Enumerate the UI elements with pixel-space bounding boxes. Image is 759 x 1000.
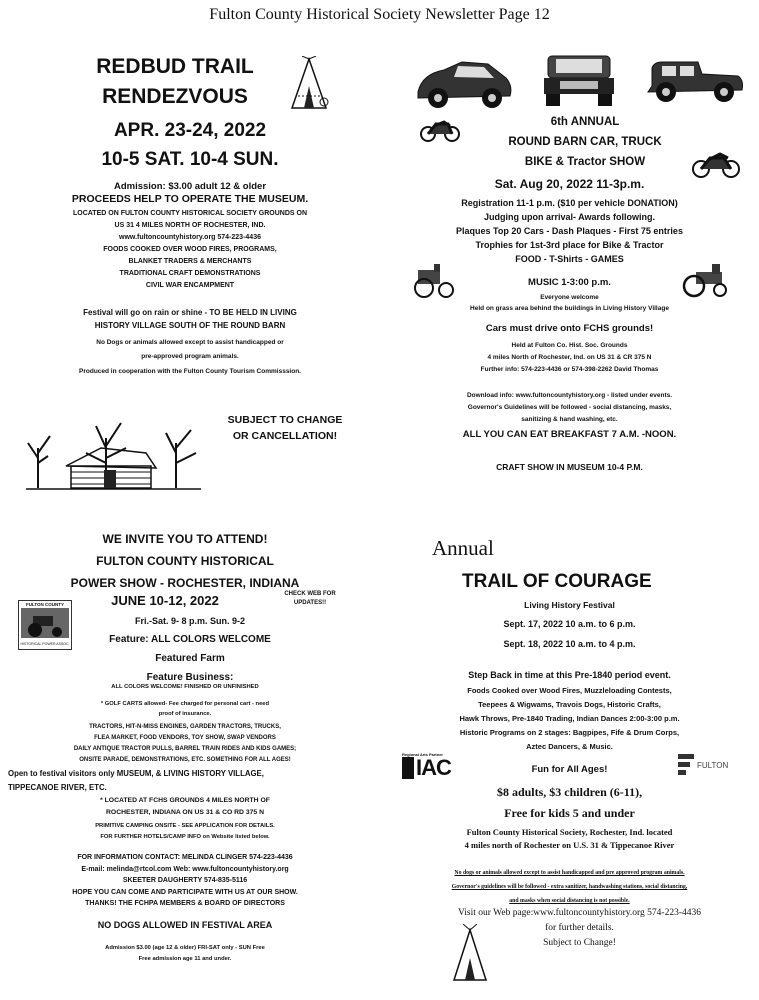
redbud-title-1: REDBUD TRAIL <box>96 55 254 78</box>
power-title-1: FULTON COUNTY HISTORICAL <box>96 554 274 568</box>
courage-date-1: Sept. 17, 2022 10 a.m. to 6 p.m. <box>503 619 636 629</box>
power-dates: JUNE 10-12, 2022 <box>111 593 219 608</box>
power-nodogs: NO DOGS ALLOWED IN FESTIVAL AREA <box>97 920 273 930</box>
courage-guidelines: Governor's guidelines will be followed - extra sanitizer, handwashing stations, social distancing, <box>451 884 688 890</box>
power-admission-1: Admission $3.00 (age 12 & older) FRI-SAT only - SUN Free <box>105 945 265 951</box>
courage-nodogs: No dogs or animals allowed except to assist handicapped and pre approved program animals. <box>454 870 685 876</box>
courage-details: for further details. <box>545 923 614 933</box>
redbud-dogs-1: No Dogs or animals allowed except to assist handicapped or <box>96 339 284 346</box>
power-logo-text: FULTON COUNTY <box>25 602 65 607</box>
classic-car-icon <box>414 52 514 114</box>
power-hope: HOPE YOU CAN COME AND PARTICIPATE WITH US AT OUR SHOW. <box>72 888 298 896</box>
carshow-craft-show: CRAFT SHOW IN MUSEUM 10-4 P.M. <box>496 462 643 472</box>
redbud-subject-1: SUBJECT TO CHANGE <box>227 414 343 426</box>
courage-masks: and masks when social distancing is not possible. <box>509 898 630 904</box>
redbud-hours: 10-5 SAT. 10-4 SUN. <box>101 149 279 170</box>
fulton-logo <box>678 754 728 776</box>
redbud-title-2: RENDEZVOUS <box>102 85 248 108</box>
iac-sup: Regional Arts Partner <box>402 752 443 757</box>
power-daily: DAILY ANTIQUE TRACTOR PULLS, BARREL TRAIN RIDES AND KIDS GAMES; <box>73 746 297 752</box>
power-business: Feature Business: <box>146 672 234 683</box>
powershow-section <box>0 520 380 1000</box>
power-tractors: TRACTORS, HIT-N-MISS ENGINES, GARDEN TRACTORS, TRUCKS, <box>89 724 281 730</box>
redbud-location-2: US 31 4 MILES NORTH OF ROCHESTER, IND. <box>114 222 266 229</box>
carshow-title-1: ROUND BARN CAR, TRUCK <box>508 136 662 148</box>
redbud-craft: TRADITIONAL CRAFT DEMONSTRATIONS <box>119 270 261 277</box>
carshow-breakfast: ALL YOU CAN EAT BREAKFAST 7 A.M. -NOON. <box>462 429 677 440</box>
redbud-produced: Produced in cooperation with the Fulton County Tourism Commisssion. <box>79 368 301 375</box>
courage-location: 4 miles north of Rochester on U.S. 31 & Tippecanoe River <box>464 840 675 850</box>
courage-step: Step Back in time at this Pre-1840 period event. <box>468 670 671 680</box>
courage-prices: $8 adults, $3 children (6-11), <box>496 785 643 799</box>
carshow-everyone: Everyone welcome <box>540 294 599 301</box>
header-title: Fulton County Historical Society Newsletter Page 12 <box>209 6 550 23</box>
carshow-held-grass: Held on grass area behind the buildings in Living History Village <box>470 305 669 312</box>
power-farm: Featured Farm <box>155 653 225 664</box>
redbud-proceeds: PROCEEDS HELP TO OPERATE THE MUSEUM. <box>71 193 309 205</box>
power-admission-2: Free admission age 11 and under. <box>138 956 232 962</box>
courage-teepees: Teepees & Wigwams, Travois Dogs, Historic Crafts, <box>478 700 661 709</box>
courage-society: Fulton County Historical Society, Rochester, Ind. located <box>466 827 673 837</box>
power-open-1: Open to festival visitors only MUSEUM, & LIVING HISTORY VILLAGE, <box>8 769 264 778</box>
fulton-logo-text: FULTON <box>697 760 729 770</box>
carshow-music: MUSIC 1-3:00 p.m. <box>528 277 611 288</box>
redbud-section <box>0 40 380 510</box>
power-invite: WE INVITE YOU TO ATTEND! <box>102 532 268 546</box>
power-golf-1: * GOLF CARTS allowed- Fee charged for personal cart - need <box>100 701 270 707</box>
iac-text: IAC <box>416 755 451 780</box>
power-check-1: CHECK WEB FOR <box>284 591 336 597</box>
carshow-sanitizing: sanitizing & hand washing, etc. <box>521 416 618 423</box>
courage-annual: Annual <box>432 536 494 560</box>
carshow-edition: 6th ANNUAL <box>550 116 620 128</box>
cabin-trees-icon <box>26 418 201 493</box>
courage-date-2: Sept. 18, 2022 10 a.m. to 4 p.m. <box>503 639 636 649</box>
power-email: E-mail: melinda@rtcol.com Web: www.fultoncountyhistory.org <box>81 865 289 873</box>
carshow-food: FOOD - T-Shirts - GAMES <box>515 254 624 264</box>
power-open-2: TIPPECANOE RIVER, ETC. <box>8 783 107 792</box>
redbud-contact: www.fultoncountyhistory.org 574-223-4436 <box>119 234 261 241</box>
courage-aztec: Aztec Dancers, & Music. <box>526 742 613 751</box>
courage-programs: Historic Programs on 2 stages: Bagpipes, Fife & Drum Corps, <box>459 728 680 737</box>
carshow-cars-must: Cars must drive onto FCHS grounds! <box>485 323 654 334</box>
power-camping: PRIMITIVE CAMPING ONSITE - SEE APPLICATION FOR DETAILS. <box>95 823 275 829</box>
redbud-admission: Admission: $3.00 adult 12 & older <box>113 181 267 192</box>
power-located-2: ROCHESTER, INDIANA ON US 31 & CO RD 375 N <box>106 809 264 816</box>
courage-subtitle: Living History Festival <box>524 600 615 610</box>
carshow-plaques: Plaques Top 20 Cars - Dash Plaques - First 75 entries <box>456 226 683 236</box>
carshow-date: Sat. Aug 20, 2022 11-3p.m. <box>494 177 645 191</box>
power-golf-2: proof of insurance. <box>158 710 212 717</box>
redbud-dates: APR. 23-24, 2022 <box>113 120 267 141</box>
power-logo-sub: HISTORICAL POWER ASSOC. <box>20 642 70 646</box>
redbud-civil: CIVIL WAR ENCAMPMENT <box>145 282 235 289</box>
power-check-2: UPDATES!! <box>293 600 327 606</box>
carshow-trophies: Trophies for 1st-3rd place for Bike & Tractor <box>475 240 664 250</box>
courage-title: TRAIL OF COURAGE <box>462 571 652 592</box>
power-onsite: ONSITE PARADE, DEMONSTRATIONS, ETC. SOMETHING FOR ALL AGES! <box>79 757 291 763</box>
courage-fun: Fun for All Ages! <box>531 764 608 775</box>
carshow-held-at: Held at Fulton Co. Hist. Soc. Grounds <box>511 342 628 349</box>
carshow-miles: 4 miles North of Rochester, Ind. on US 31 & CR 375 N <box>487 354 652 361</box>
carshow-download: Download info: www.fultoncountyhistory.org - listed under events. <box>466 392 673 399</box>
teepee-2-icon <box>450 924 490 984</box>
antique-car-icon <box>642 54 747 104</box>
redbud-foods: FOODS COOKED OVER WOOD FIRES, PROGRAMS, <box>103 246 277 253</box>
redbud-festival-2: HISTORY VILLAGE SOUTH OF THE ROUND BARN <box>94 321 286 330</box>
carshow-further: Further info: 574-223-4436 or 574-398-2262 David Thomas <box>480 366 659 373</box>
power-colors: ALL COLORS WELCOME! FINISHED OR UNFINISHED <box>111 684 259 690</box>
redbud-location-1: LOCATED ON FULTON COUNTY HISTORICAL SOCIETY GROUNDS ON <box>73 210 307 217</box>
power-located-1: * LOCATED AT FCHS GROUNDS 4 MILES NORTH OF <box>100 797 270 804</box>
carshow-title-2: BIKE & Tractor SHOW <box>524 156 646 168</box>
courage-foods: Foods Cooked over Wood Fires, Muzzleloading Contests, <box>467 686 672 695</box>
courage-free: Free for kids 5 and under <box>504 806 635 820</box>
power-skeeter: SKEETER DAUGHERTY 574-835-5116 <box>122 877 248 884</box>
power-thanks: THANKS! THE FCHPA MEMBERS & BOARD OF DIRECTORS <box>85 900 285 907</box>
motorcycle-icon <box>420 114 460 142</box>
power-contact: FOR INFORMATION CONTACT: MELINDA CLINGER 574-223-4436 <box>77 854 293 861</box>
power-flea: FLEA MARKET, FOOD VENDORS, TOY SHOW, SWAP VENDORS <box>94 735 276 741</box>
courage-section <box>380 520 759 1000</box>
carshow-section <box>380 40 759 510</box>
redbud-festival-1: Festival will go on rain or shine - TO BE HELD IN LIVING <box>83 308 297 317</box>
pickup-truck-icon <box>540 48 618 108</box>
power-hotels: FOR FURTHER HOTELS/CAMP INFO on Website listed below. <box>100 834 270 840</box>
courage-hawk: Hawk Throws, Pre-1840 Trading, Indian Dances 2:00-3:00 p.m. <box>459 714 680 723</box>
newsletter-header <box>0 6 759 24</box>
carshow-judging: Judging upon arrival- Awards following. <box>483 212 655 222</box>
courage-change: Subject to Change! <box>543 938 616 948</box>
power-feature: Feature: ALL COLORS WELCOME <box>109 634 271 645</box>
redbud-subject-2: OR CANCELLATION! <box>232 430 338 442</box>
teepee-icon <box>284 56 334 111</box>
power-title-2: POWER SHOW - ROCHESTER, INDIANA <box>70 576 300 590</box>
carshow-registration: Registration 11-1 p.m. ($10 per vehicle DONATION) <box>461 198 678 208</box>
courage-visit: Visit our Web page:www.fultoncountyhistory.org 574-223-4436 <box>458 908 701 918</box>
redbud-traders: BLANKET TRADERS & MERCHANTS <box>128 258 252 265</box>
motorcycle-2-icon <box>692 148 740 178</box>
redbud-dogs-2: pre-approved program animals. <box>141 353 239 360</box>
power-hours: Fri.-Sat. 9- 8 p.m. Sun. 9-2 <box>134 616 246 626</box>
carshow-governor: Governor's Guidelines will be followed - social distancing, masks, <box>467 404 672 411</box>
